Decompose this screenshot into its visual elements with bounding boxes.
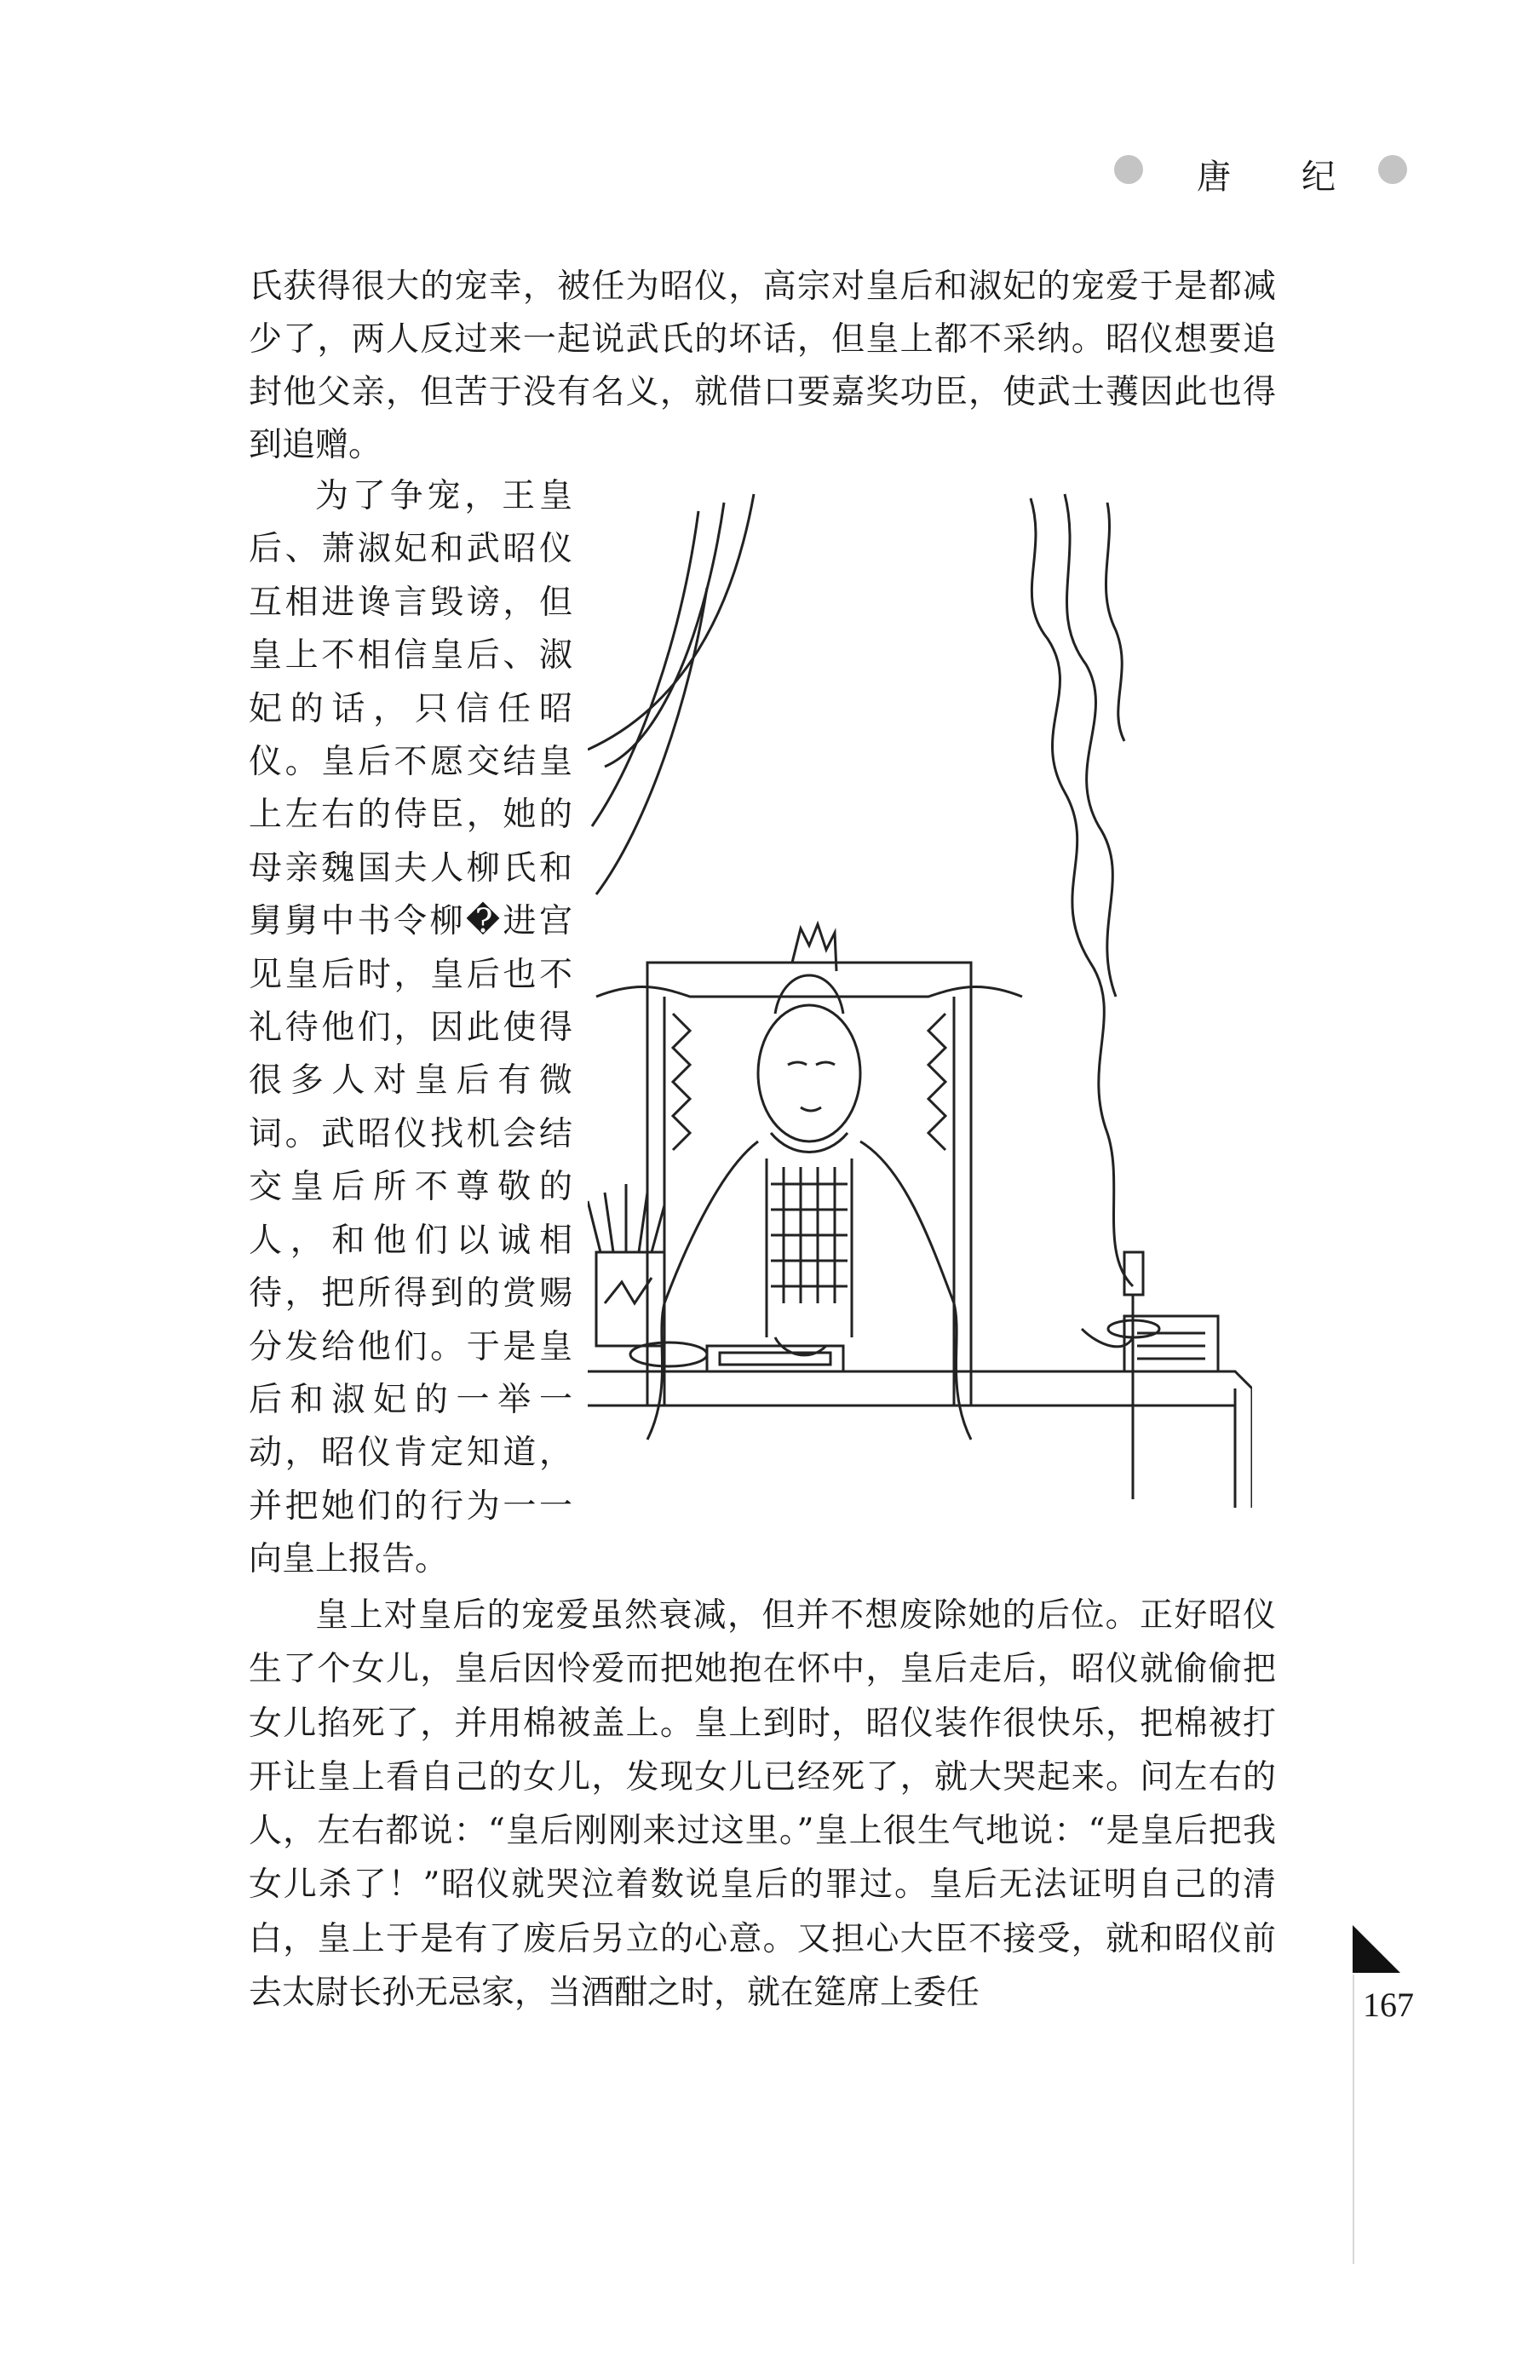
header-dot-left-icon [1114,155,1143,184]
empress-illustration [588,486,1252,1508]
paragraph-2: 为了争宠，王皇后、萧淑妃和武昭仪互相进谗言毁谤，但皇上不相信皇后、淑妃的话，只信任昭仪。皇后不愿交结皇上左右的侍臣，她的母亲魏国夫人柳氏和舅舅中书令柳�进宫见皇后时，皇后也不礼待他们，因此使得很多人对皇后有微词。武昭仪找机会结交皇后所不尊敬的人，和他们以诚相待，把所得到的赏赐分发给他们。于是皇后和淑妃的一举一动，昭仪肯定知道，并把她们的行为一一向皇上报告。 [249,477,572,1579]
page-corner-marker-icon [1353,1925,1400,1973]
paragraph-1: 氏获得很大的宠幸，被任为昭仪，高宗对皇后和淑妃的宠爱于是都减少了，两人反过来一起说武氏的坏话，但皇上都不采纳。昭仪想要追封他父亲，但苦于没有名义，就借口要嘉奖功臣，使武士彟因此也得到追赠。 [249,267,1276,464]
page-edge-line [1353,1975,1354,2264]
running-header [1107,143,1431,197]
header-title-char-2: 纪 [1302,158,1336,197]
page-number: 167 [1363,1986,1414,2024]
header-dot-right-icon [1378,155,1407,184]
header-title-char-1: 唐 [1197,158,1231,197]
paragraph-3: 皇上对皇后的宠爱虽然衰减，但并不想废除她的后位。正好昭仪生了个女儿，皇后因怜爱而把她抱在怀中，皇后走后，昭仪就偷偷把女儿掐死了，并用棉被盖上。皇上到时，昭仪装作很快乐，把棉被打开让皇上看自己的女儿，发现女儿已经死了，就大哭起来。问左右的人，左右都说：“皇后刚刚来过这里。”皇上很生气地说：“是皇后把我女儿杀了！”昭仪就哭泣着数说皇后的罪过。皇后无法证明自己的清白，皇上于是有了废后另立的心意。又担心大臣不接受，就和昭仪前去太尉长孙无忌家，当酒酣之时，就在筵席上委任 [249,1596,1276,2013]
